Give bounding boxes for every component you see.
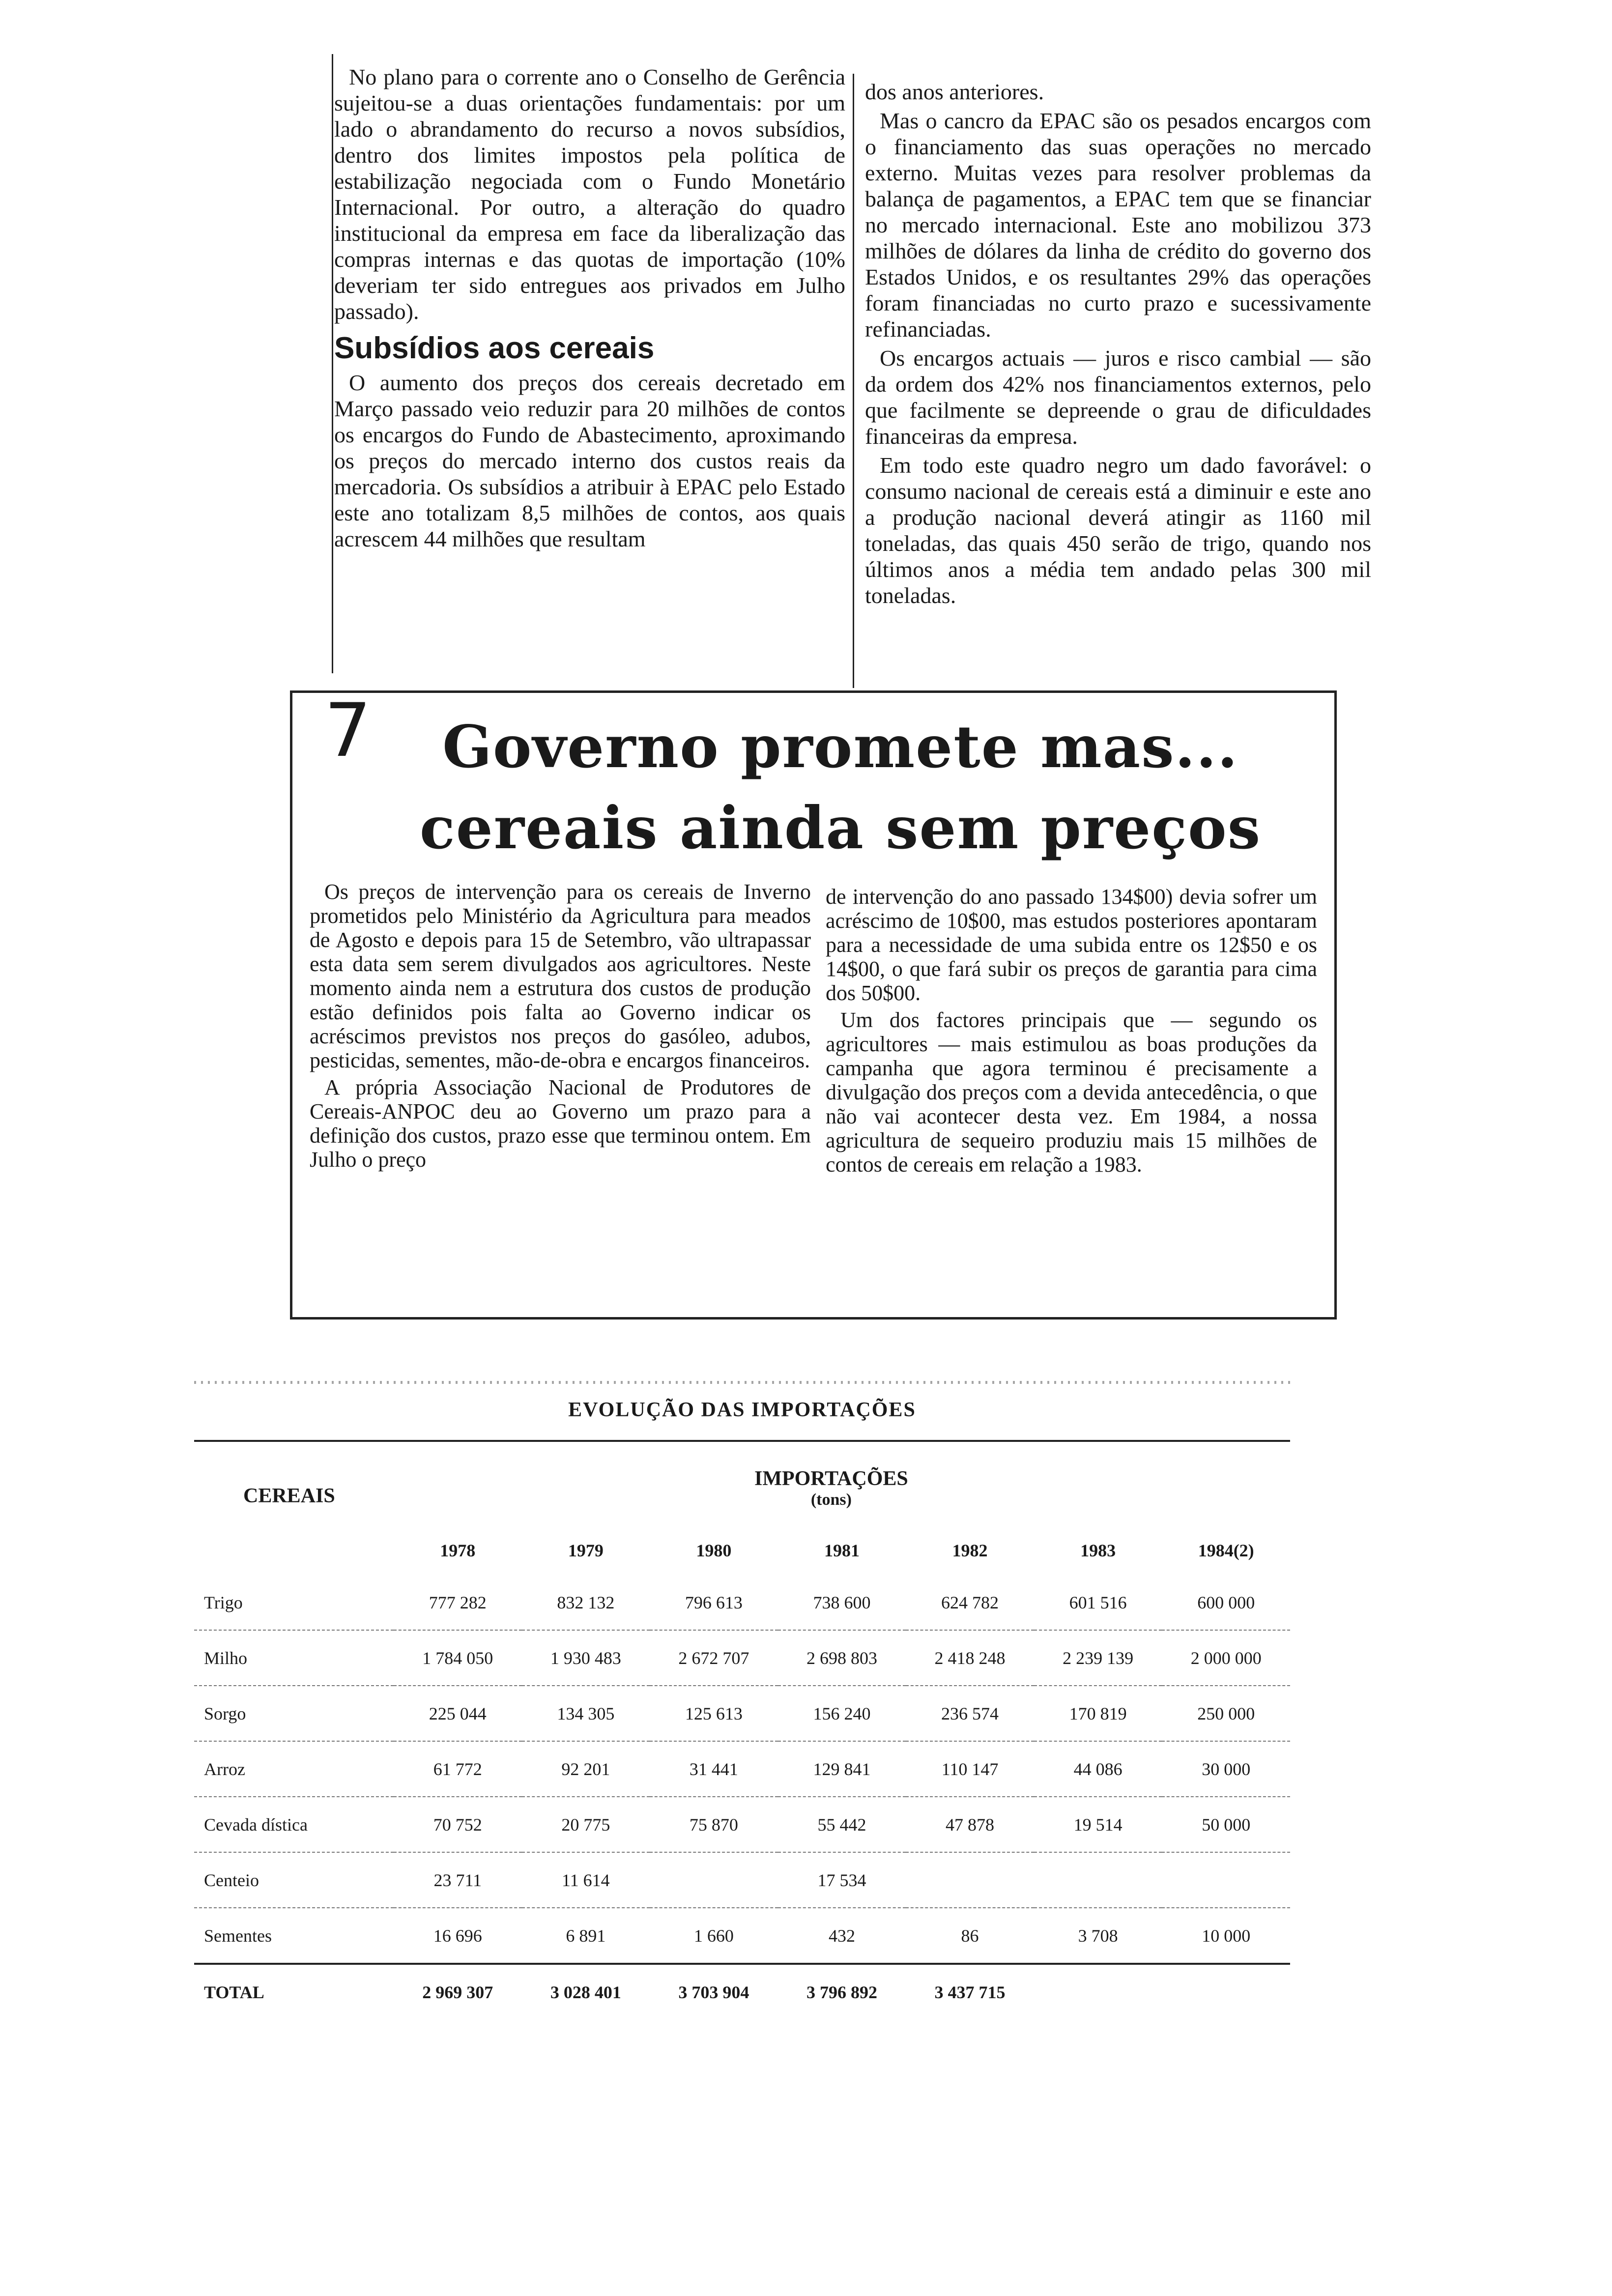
- table-cell: 44 086: [1034, 1741, 1162, 1797]
- table-header-cell: 1984(2): [1198, 1541, 1254, 1560]
- table-cell: 2 418 248: [906, 1630, 1034, 1686]
- paragraph: A própria Associação Nacional de Produtores de Cereais-ANPOC deu ao Governo um prazo para a definição dos custos, prazo esse que terminou ontem. Em Julho o preço: [310, 1075, 811, 1172]
- paragraph: Os encargos actuais — juros e risco cambial — são da ordem dos 42% nos financiamentos externos, pelo que facilmente se depreende o grau de dificuldades financeiras da empresa.: [865, 345, 1371, 449]
- column-divider-left: [332, 54, 333, 673]
- article-middle-column-2: [826, 885, 1317, 1179]
- table-row: [194, 1575, 1290, 1630]
- table-cell: 86: [906, 1908, 1034, 1964]
- table-row: [194, 1852, 1290, 1908]
- total-label: TOTAL: [194, 1964, 394, 2019]
- article-top-column-2: [865, 79, 1371, 611]
- table-cell: 3 028 401: [522, 1964, 650, 2019]
- table-header-cell: 1979: [568, 1541, 604, 1560]
- headline-line-1: Governo promete mas...: [442, 713, 1238, 781]
- table-cell: 110 147: [906, 1741, 1034, 1797]
- handwritten-mark: 7: [324, 688, 372, 774]
- table-cell: 17 534: [778, 1852, 906, 1908]
- table-cell: [1034, 1964, 1162, 2019]
- table-cell: 601 516: [1034, 1575, 1162, 1630]
- table-cell: 2 239 139: [1034, 1630, 1162, 1686]
- table-cell: 1 660: [650, 1908, 778, 1964]
- table-cell: [906, 1852, 1034, 1908]
- imports-table-clipping: [194, 1371, 1290, 2049]
- table-cell: [1034, 1852, 1162, 1908]
- paragraph: O aumento dos preços dos cereais decretado em Março passado veio reduzir para 20 milhões de contos os encargos do Fundo de Abastecimento, aproximando os preços do mercado interno dos custos reais da mercadoria. Os subsídios a atribuir à EPAC pelo Estado este ano totalizam 8,5 milhões de contos, aos quais acrescem 44 milhões que resultam: [334, 370, 845, 551]
- table-header-cell: 1978: [440, 1541, 476, 1560]
- table-cell: 125 613: [650, 1686, 778, 1741]
- table-cell: 738 600: [778, 1575, 906, 1630]
- table-cell: 23 711: [394, 1852, 522, 1908]
- paragraph: Um dos factores principais que — segundo os agricultores — mais estimulou as boas produções da campanha que agora terminou é precisamente a divulgação dos preços com a devida antecedência, o que não vai acontecer desta vez. Em 1984, a nossa agricultura de sequeiro produziu mais 15 milhões de contos de cereais em relação a 1983.: [826, 1008, 1317, 1177]
- table-cell: 236 574: [906, 1686, 1034, 1741]
- scan-noise: [194, 1381, 1290, 1384]
- table-cell: 2 000 000: [1162, 1630, 1290, 1686]
- row-label: Trigo: [194, 1575, 394, 1630]
- paragraph: dos anos anteriores.: [865, 79, 1044, 104]
- table-cell: [1162, 1964, 1290, 2019]
- table-cell: 156 240: [778, 1686, 906, 1741]
- row-label: Cevada dística: [194, 1797, 394, 1852]
- table-header-cell: 1981: [824, 1541, 860, 1560]
- table-cell: 432: [778, 1908, 906, 1964]
- importacoes-label: IMPORTAÇÕES: [754, 1467, 908, 1490]
- table-cell: 55 442: [778, 1797, 906, 1852]
- column-header-cereais: CEREAIS: [243, 1485, 335, 1507]
- table-cell: 70 752: [394, 1797, 522, 1852]
- table-cell: 2 969 307: [394, 1964, 522, 2019]
- table-cell: 2 698 803: [778, 1630, 906, 1686]
- table-cell: 1 930 483: [522, 1630, 650, 1686]
- table-cell: 796 613: [650, 1575, 778, 1630]
- column-group-header: [754, 1467, 908, 1509]
- table-header-cell: [194, 1526, 394, 1575]
- table-cell: 134 305: [522, 1686, 650, 1741]
- table-cell: 3 708: [1034, 1908, 1162, 1964]
- table-cell: [1162, 1852, 1290, 1908]
- imports-table: [194, 1526, 1290, 2019]
- column-divider-middle: [853, 74, 854, 688]
- table-cell: 225 044: [394, 1686, 522, 1741]
- table-cell: 600 000: [1162, 1575, 1290, 1630]
- table-cell: 777 282: [394, 1575, 522, 1630]
- table-cell: 3 703 904: [650, 1964, 778, 2019]
- table-cell: 129 841: [778, 1741, 906, 1797]
- table-row: [194, 1630, 1290, 1686]
- table-cell: 6 891: [522, 1908, 650, 1964]
- row-label: Arroz: [194, 1741, 394, 1797]
- table-cell: 31 441: [650, 1741, 778, 1797]
- table-cell: 75 870: [650, 1797, 778, 1852]
- table-cell: 1 784 050: [394, 1630, 522, 1686]
- table-header-cell: 1980: [696, 1541, 732, 1560]
- table-row: [194, 1908, 1290, 1964]
- table-cell: 624 782: [906, 1575, 1034, 1630]
- table-title: EVOLUÇÃO DAS IMPORTAÇÕES: [568, 1399, 916, 1421]
- paragraph: de intervenção do ano passado 134$00) devia sofrer um acréscimo de 10$00, mas estudos posteriores apontaram para a necessidade de uma subida entre os 12$50 e os 14$00, o que fará subir os preços de garantia para cima dos 50$00.: [826, 885, 1317, 1005]
- table-cell: 61 772: [394, 1741, 522, 1797]
- table-total-row: [194, 1964, 1290, 2019]
- table-cell: 20 775: [522, 1797, 650, 1852]
- table-cell: 19 514: [1034, 1797, 1162, 1852]
- table-row: [194, 1741, 1290, 1797]
- row-label: Sorgo: [194, 1686, 394, 1741]
- table-cell: 2 672 707: [650, 1630, 778, 1686]
- table-cell: 10 000: [1162, 1908, 1290, 1964]
- paragraph: Mas o cancro da EPAC são os pesados encargos com o financiamento das suas operações no mercado externo. Muitas vezes para resolver problemas da balança de pagamentos, a EPAC tem que se financiar no mercado internacional. Este ano mobilizou 373 milhões de dólares da linha de crédito do governo dos Estados Unidos, e os resultantes 29% das operações foram financiadas no curto prazo e sucessivamente refinanciadas.: [865, 108, 1371, 342]
- table-rule: [194, 1440, 1290, 1442]
- table-cell: 170 819: [1034, 1686, 1162, 1741]
- table-cell: 50 000: [1162, 1797, 1290, 1852]
- row-label: Centeio: [194, 1852, 394, 1908]
- table-cell: 92 201: [522, 1741, 650, 1797]
- paragraph: Em todo este quadro negro um dado favorável: o consumo nacional de cereais está a diminuir e este ano a produção nacional deverá atingir as 1160 mil toneladas, das quais 450 serão de trigo, quando nos últimos anos a média tem andado pelas 300 mil toneladas.: [865, 453, 1371, 608]
- table-cell: 832 132: [522, 1575, 650, 1630]
- table-cell: 47 878: [906, 1797, 1034, 1852]
- table-cell: 3 437 715: [906, 1964, 1034, 2019]
- unit-label: (tons): [810, 1491, 852, 1509]
- paragraph: No plano para o corrente ano o Conselho de Gerência sujeitou-se a duas orientações fundamentais: por um lado o abrandamento do recurso a novos subsídios, dentro dos limites impostos pela política de estabilização negociada com o Fundo Monetário Internacional. Por outro, a alteração do quadro institucional da empresa em face da liberalização das compras internas e das quotas de importação (10% deveriam ter sido entregues aos privados em Julho passado).: [334, 64, 845, 324]
- table-header-cell: 1982: [952, 1541, 988, 1560]
- row-label: Sementes: [194, 1908, 394, 1964]
- table-cell: 11 614: [522, 1852, 650, 1908]
- subheading: Subsídios aos cereais: [334, 331, 655, 365]
- table-cell: [650, 1852, 778, 1908]
- paragraph: Os preços de intervenção para os cereais de Inverno prometidos pelo Ministério da Agricultura para meados de Agosto e depois para 15 de Setembro, vão ultrapassar esta data sem serem divulgados aos agricultores. Neste momento ainda nem a estrutura dos custos de produção estão definidos pois falta ao Governo indicar os acréscimos previstos nos preços do gasóleo, adubos, pesticidas, sementes, mão-de-obra e encargos financeiros.: [310, 880, 811, 1072]
- table-cell: 3 796 892: [778, 1964, 906, 2019]
- row-label: Milho: [194, 1630, 394, 1686]
- table-row: [194, 1686, 1290, 1741]
- table-cell: 30 000: [1162, 1741, 1290, 1797]
- table-cell: 16 696: [394, 1908, 522, 1964]
- table-cell: 250 000: [1162, 1686, 1290, 1741]
- table-header-cell: 1983: [1080, 1541, 1116, 1560]
- table-header-row: [194, 1526, 1290, 1575]
- article-top-column-1: [334, 64, 845, 555]
- article-middle-column-1: [310, 880, 811, 1175]
- table-row: [194, 1797, 1290, 1852]
- headline-line-2: cereais ainda sem preços: [419, 794, 1262, 862]
